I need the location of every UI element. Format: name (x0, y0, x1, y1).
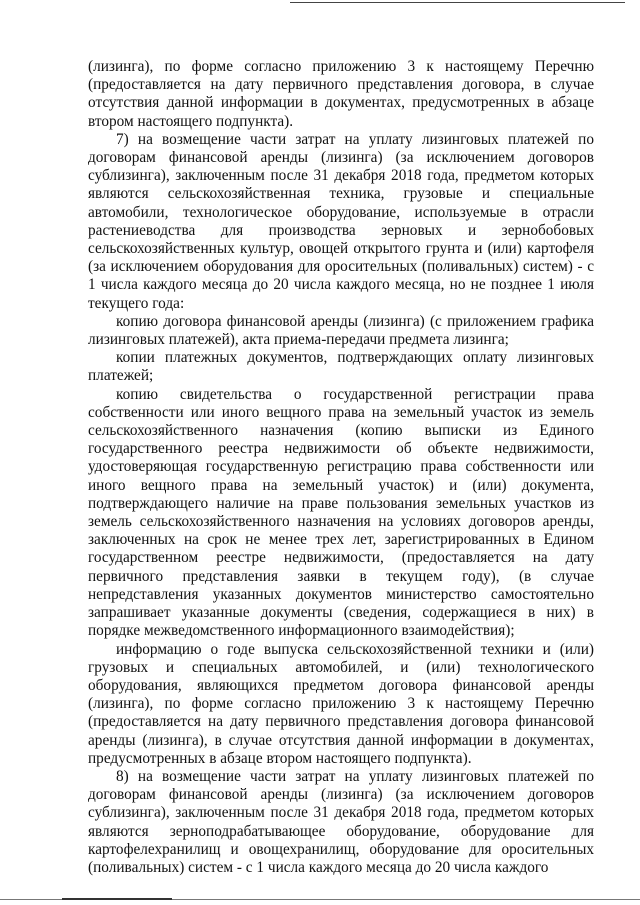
top-rule (290, 2, 625, 3)
paragraph-continuation: (лизинга), по форме согласно приложению 3 к настоящему Перечню (предоставляется на дату первичного представления договора, в случае отсутствия данной информации в документах, предусмотренных в абзаце втором настоящего подпункта). (88, 58, 594, 130)
paragraph-payment-documents: копии платежных документов, подтверждающих оплату лизинговых платежей; (88, 349, 594, 385)
paragraph-land-certificate: копию свидетельства о государственной регистрации права собственности или иного вещного права на земельный участок из земель сельскохозяйственного назначения (копию выписки из Единого государственного реестра недвижимости об объекте недвижимости, удостоверяющая государственную регистрацию права собственности или иного вещного права на земельный участок) и (или) документа, подтверждающего наличие на праве пользования земельных участков из земель сельскохозяйственного назначения на условиях договоров аренды, заключенных на срок не менее трех лет, зарегистрированных в Едином государственном реестре недвижимости, (предоставляется на дату первичного представления заявки в текущем году), (в случае непредставления указанных документов министерство самостоятельно запрашивает указанные документы (сведения, содержащиеся в них) в порядке межведомственного информационного взаимодействия); (88, 385, 594, 640)
paragraph-year-information: информацию о годе выпуска сельскохозяйственной техники и (или) грузовых и специальных автомобилей, и (или) технологического оборудования, являющихся предметом договора финансовой аренды (лизинга), по форме согласно приложению 3 к настоящему Перечню (предоставляется на дату первичного представления договора финансовой аренды (лизинга), в случае отсутствия данной информации в документах, предусмотренных в абзаце втором настоящего подпункта). (88, 640, 594, 767)
paragraph-item-8: 8) на возмещение части затрат на уплату лизинговых платежей по договорам финансовой аренды (лизинга) (за исключением договоров сублизинга), заключенным после 31 декабря 2018 года, предметом которых являются зерноподрабатывающее оборудование, оборудование для картофелехранилищ и овощехранилищ, оборудование для оросительных (поливальных) систем - с 1 числа каждого месяца до 20 числа каждого (88, 767, 594, 876)
paragraph-item-7: 7) на возмещение части затрат на уплату лизинговых платежей по договорам финансовой аренды (лизинга) (за исключением договоров сублизинга), заключенным после 31 декабря 2018 года, предметом которых являются сельскохозяйственная техника, грузовые и специальные автомобили, технологическое оборудование, используемые в отрасли растениеводства для производства зерновых и зернобобовых сельскохозяйственных культур, овощей открытого грунта и (или) картофеля (за исключением оборудования для оросительных (поливальных) систем) - с 1 числа каждого месяца до 20 числа каждого месяца, но не позднее 1 июля текущего года: (88, 130, 594, 312)
document-page (88, 58, 594, 877)
bottom-rule-mark (62, 898, 172, 900)
paragraph-lease-contract-copy: копию договора финансовой аренды (лизинга) (с приложением графика лизинговых платежей), акта приема-передачи предмета лизинга; (88, 312, 594, 349)
